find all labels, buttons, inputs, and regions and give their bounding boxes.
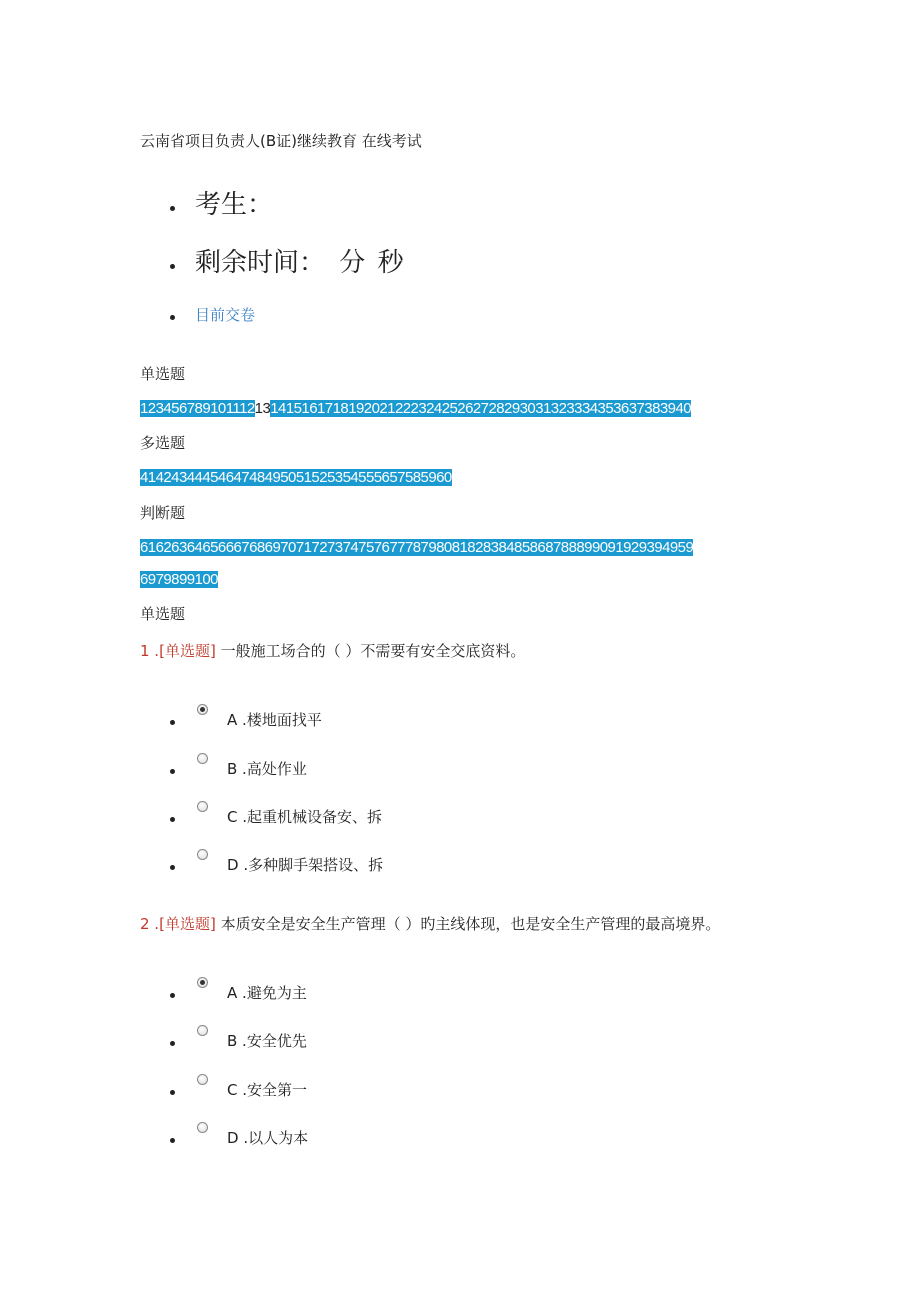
nav-current-question[interactable]: 13 — [254, 400, 271, 417]
section-label: 单选题 — [140, 605, 186, 623]
option-radio[interactable] — [197, 849, 208, 860]
option-d[interactable]: D .多种脚手架搭设、拆 — [227, 856, 384, 874]
option-radio-checked[interactable] — [197, 977, 208, 988]
question-1-heading — [140, 640, 525, 662]
option-d[interactable]: D .以人为本 — [227, 1129, 309, 1147]
nav-judge-number-list-2[interactable]: 6979899100 — [140, 571, 218, 588]
option-b[interactable]: B .安全优先 — [227, 1032, 307, 1050]
exam-title: 云南省项目负责人(B证)继续教育 在线考试 — [140, 132, 422, 150]
option-radio[interactable] — [197, 1122, 208, 1133]
question-text: 一般施工场合的（ ）不需要有安全交底资料。 — [220, 642, 526, 660]
nav-judge-numbers-line1 — [140, 537, 693, 559]
option-radio[interactable] — [197, 1025, 208, 1036]
list-bullet — [170, 720, 175, 725]
list-bullet — [170, 1138, 175, 1143]
option-c[interactable]: C .安全第一 — [227, 1081, 308, 1099]
nav-single-numbers — [140, 398, 691, 420]
nav-single-label: 单选题 — [140, 365, 186, 383]
nav-multi-numbers — [140, 467, 452, 489]
nav-multi-number-list[interactable]: 4142434445464748495051525354555657585960 — [140, 469, 452, 486]
option-radio[interactable] — [197, 1074, 208, 1085]
option-c[interactable]: C .起重机械设备安、拆 — [227, 808, 383, 826]
list-bullet — [170, 1090, 175, 1095]
seconds-unit: 秒 — [377, 248, 404, 278]
list-bullet — [170, 315, 175, 320]
option-b[interactable]: B .高处作业 — [227, 760, 307, 778]
option-a[interactable]: A .避免为主 — [227, 984, 307, 1002]
remaining-time — [195, 246, 404, 280]
question-number: 1 . — [140, 642, 160, 660]
option-radio-checked[interactable] — [197, 704, 208, 715]
question-text: 本质安全是安全生产管理（ ）旳主线体现，也是安全生产管理的最高境界。 — [220, 915, 721, 933]
question-type: [单选题] — [159, 915, 216, 933]
option-radio[interactable] — [197, 801, 208, 812]
option-radio[interactable] — [197, 753, 208, 764]
nav-single-numbers-after[interactable]: 141516171819202122232425262728293031323334353637383940 — [270, 400, 692, 417]
list-bullet — [170, 264, 175, 269]
nav-judge-numbers-line2 — [140, 569, 218, 591]
minutes-unit: 分 — [339, 248, 366, 278]
list-bullet — [170, 206, 175, 211]
nav-multi-label: 多选题 — [140, 434, 186, 452]
question-type: [单选题] — [159, 642, 216, 660]
nav-judge-label: 判断题 — [140, 504, 186, 522]
list-bullet — [170, 1041, 175, 1046]
submit-exam-link[interactable]: 目前交卷 — [195, 306, 256, 324]
list-bullet — [170, 817, 175, 822]
list-bullet — [170, 865, 175, 870]
list-bullet — [170, 769, 175, 774]
nav-judge-number-list-1[interactable]: 61626364656667686970717273747576777879808182838485868788899091929394959 — [140, 539, 694, 556]
remaining-time-label: 剩余时间： — [195, 248, 326, 278]
question-2-heading — [140, 913, 720, 935]
nav-single-numbers-before[interactable]: 123456789101112 — [140, 400, 255, 417]
examinee-label: 考生： — [195, 190, 274, 220]
option-a[interactable]: A .楼地面找平 — [227, 711, 322, 729]
question-number: 2 . — [140, 915, 160, 933]
list-bullet — [170, 993, 175, 998]
